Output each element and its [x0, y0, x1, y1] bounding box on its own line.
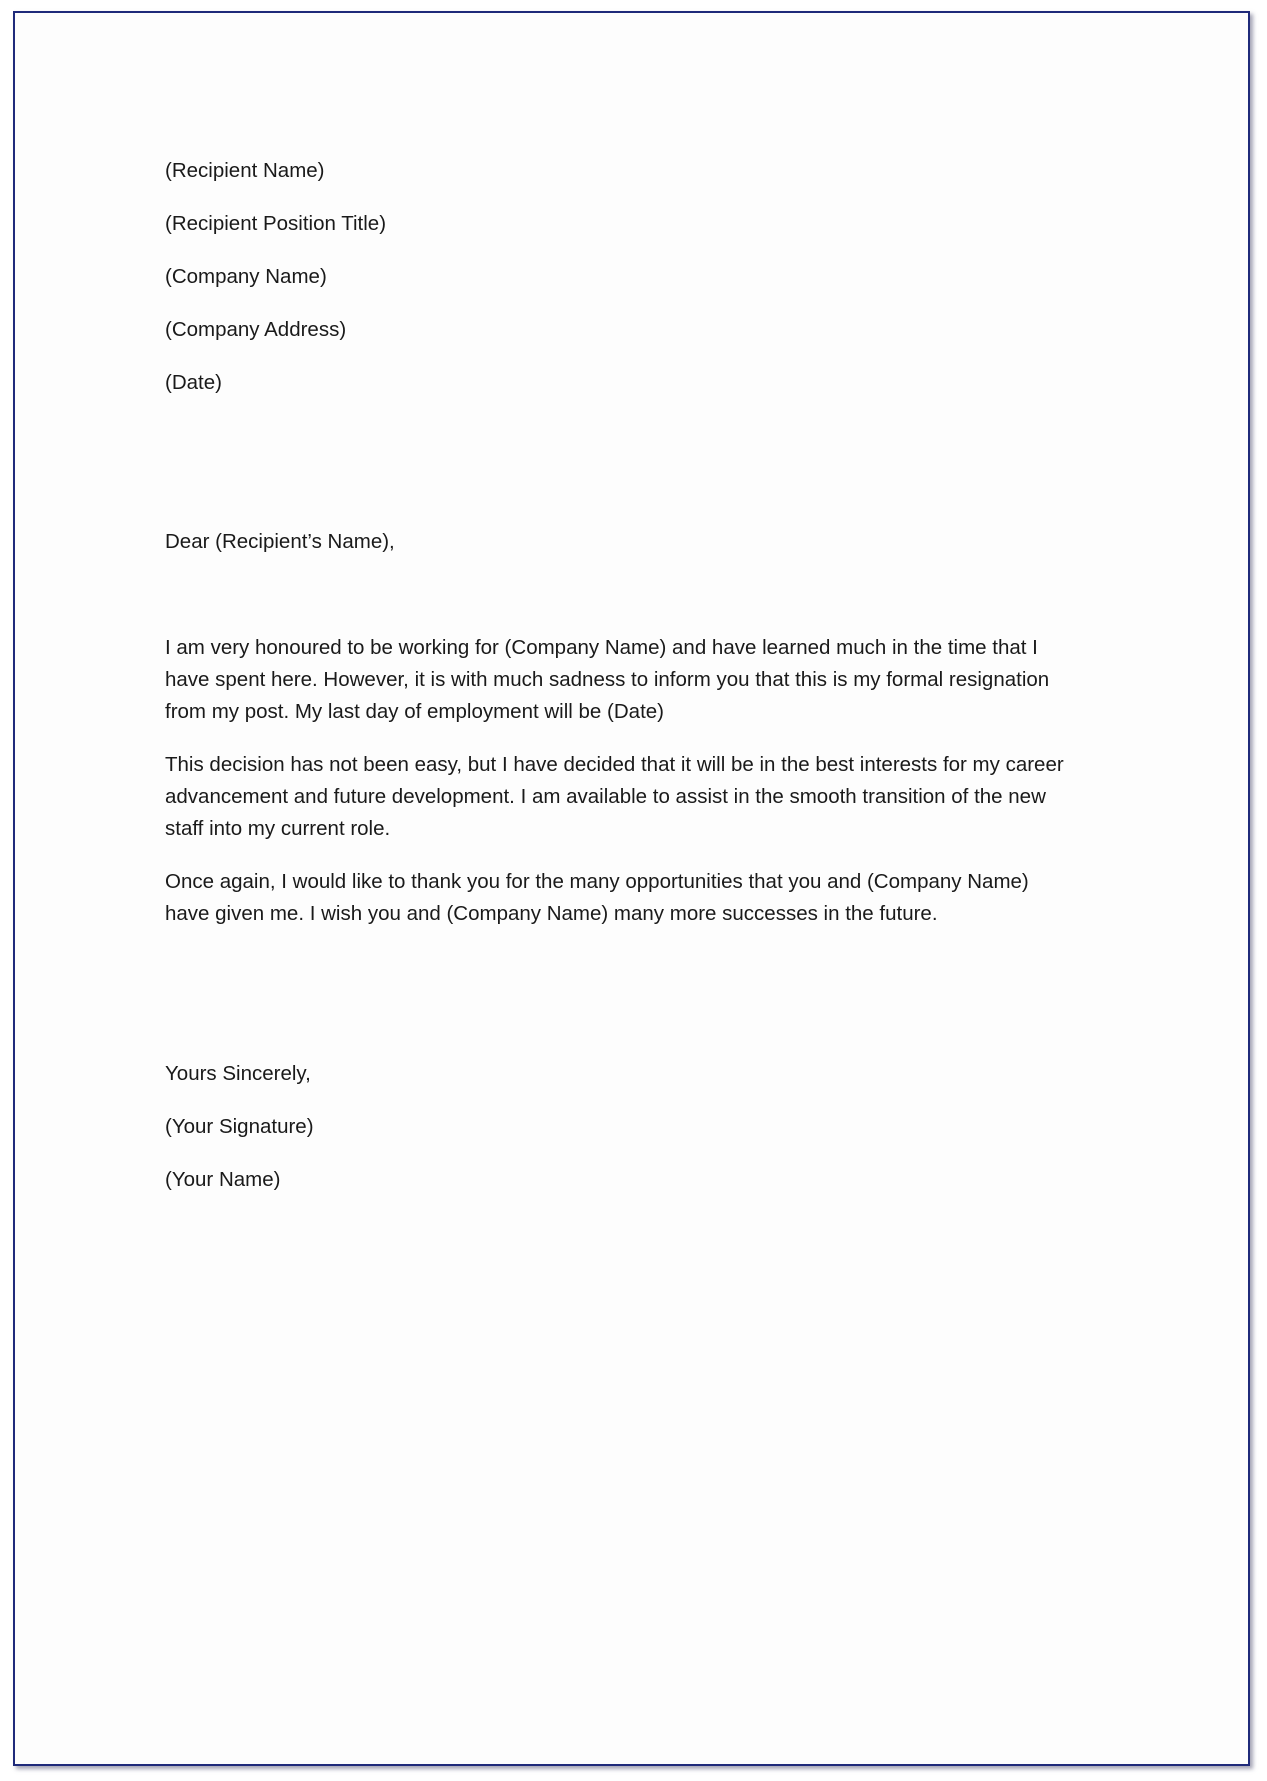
- paragraph-line: staff into my current role.: [165, 817, 391, 840]
- paragraph-line: Once again, I would like to thank you for the many opportunities that you and (Company Name): [165, 870, 1029, 893]
- paragraph-line: from my post. My last day of employment will be (Date): [165, 700, 664, 723]
- sign-off: Yours Sincerely,: [165, 1062, 311, 1085]
- company-name: (Company Name): [165, 265, 327, 288]
- paragraph-2: [165, 749, 1105, 845]
- paragraph-line: This decision has not been easy, but I have decided that it will be in the best interests for my career: [165, 753, 1064, 776]
- recipient-position-title: (Recipient Position Title): [165, 212, 387, 235]
- recipient-name: (Recipient Name): [165, 159, 325, 182]
- paragraph-1: [165, 632, 1105, 728]
- paragraph-line: have spent here. However, it is with much sadness to inform you that this is my formal resignation: [165, 668, 1050, 691]
- paragraph-line: I am very honoured to be working for (Company Name) and have learned much in the time that I: [165, 636, 1038, 659]
- document-page: [13, 11, 1250, 1766]
- company-address: (Company Address): [165, 318, 347, 341]
- paragraph-line: advancement and future development. I am available to assist in the smooth transition of the new: [165, 785, 1046, 808]
- your-signature: (Your Signature): [165, 1115, 314, 1138]
- your-name: (Your Name): [165, 1168, 281, 1191]
- paragraph-3: [165, 866, 1105, 930]
- letter-date: (Date): [165, 371, 222, 394]
- salutation: Dear (Recipient’s Name),: [165, 530, 395, 553]
- paragraph-line: have given me. I wish you and (Company Name) many more successes in the future.: [165, 902, 938, 925]
